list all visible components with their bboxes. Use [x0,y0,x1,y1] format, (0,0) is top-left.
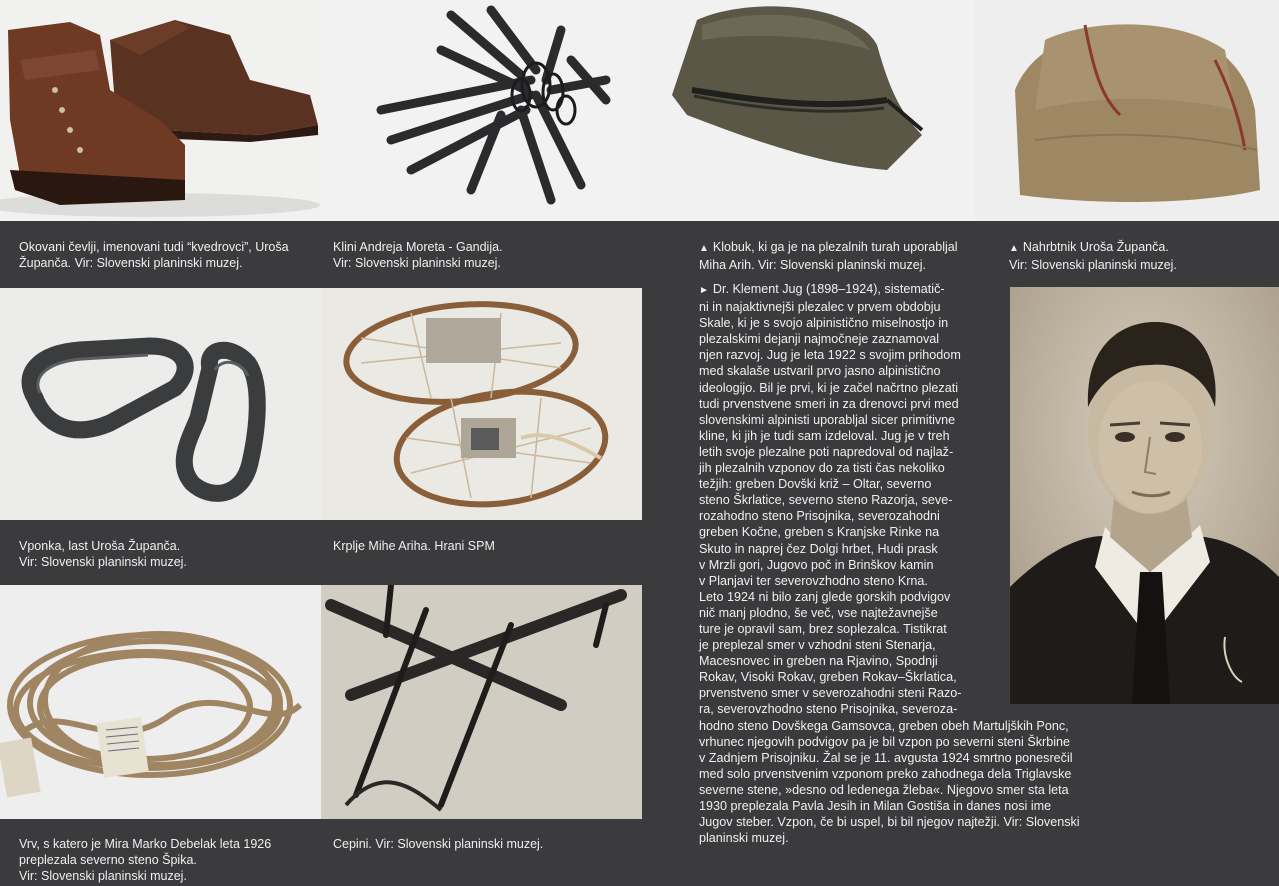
biography-line [699,281,999,299]
biography-line: ture je opravil sam, brez soplezalca. Tistikrat [699,621,947,636]
biography-line: med skalaše ustvaril prvo jasno alpinistično [699,364,941,379]
caption-line: Cepini. Vir: Slovenski planinski muzej. [333,837,544,851]
caption-text: Nahrbtnik Uroša Županča. [1022,240,1169,254]
biography-line: letih svoje plezalne poti napredoval od najlaž- [699,444,954,459]
pitons-photo [321,0,642,221]
biography-line: ni in najaktivnejši plezalec v prvem obdobju [699,300,941,315]
biography-line: jih plezalnih vzponov do za tisti čas nekoliko [699,461,945,476]
pitons-caption [333,239,503,271]
biography-line-text: Dr. Klement Jug (1898–1924), sistematič- [712,282,945,296]
caption-line: preplezala severno steno Špika. [19,853,197,867]
biography-line: Rokav, Visoki Rokav, greben Rokav–Škrlatica, [699,670,957,685]
caption-line [1009,239,1177,257]
biography-line: plezalskimi dejanji najmočneje zaznamoval [699,332,940,347]
biography-line: Jugov steber. Vzpon, če bi uspel, bi bil njegov najtežji. Vir: Slovenski [699,815,1080,830]
biography-line: slovenskimi alpinisti uporabljal sicer primitivne [699,412,956,427]
biography-line: v Mrzli gori, Jugovo poč in Brinškov kamin [699,557,934,572]
carabiners-photo [0,288,321,520]
biography-line: njen razvoj. Jug je leta 1922 s svojim prihodom [699,348,961,363]
biography-line: v Planjavi ter severovzhodno steno Krna. [699,573,928,588]
caption-line: Krplje Mihe Ariha. Hrani SPM [333,539,495,553]
up-arrow-icon: ▲ [699,243,709,254]
biography-line: tudi prvenstvene smeri in za drenovci prvi med [699,396,959,411]
hat-photo [642,0,975,221]
snowshoes-caption [333,538,495,554]
snowshoes-photo [321,288,642,520]
caption-line: Vir: Slovenski planinski muzej. [19,555,187,569]
rucksack-caption [1009,239,1177,273]
caption-line: Vrv, s katero je Mira Marko Debelak leta 1926 [19,837,272,851]
biography-line: nič manj plodno, še več, vse najtežavnejše [699,605,938,620]
biography-line: greben Kočne, greben s Kranjske Rinke na [699,525,940,540]
biography-line: prvenstveno smer v severozahodni steni Razo- [699,686,962,701]
biography-line: Leto 1924 ni bilo zanj glede gorskih podvigov [699,589,951,604]
caption-line [699,239,958,257]
biography-line: vrhunec njegovih podvigov pa je bil vzpon po severni steni Škrbine [699,734,1071,749]
iceaxes-caption [333,836,543,852]
biography-line: Macesnovec in greben na Rjavino, Spodnji [699,654,938,669]
portrait-photo [1010,287,1279,704]
iceaxes-photo [321,585,642,819]
hat-caption [699,239,958,273]
caption-line: Okovani čevlji, imenovani tudi “kvedrovci”, Uroša [19,240,289,254]
biography-line: med solo prvenstvenim vzponom preko zahodnega dela Triglavske [699,766,1072,781]
right-arrow-icon: ► [699,285,709,296]
caption-line: Županča. Vir: Slovenski planinski muzej. [19,256,243,270]
up-arrow-icon: ▲ [1009,243,1019,254]
caption-line: Klini Andreja Moreta - Gandija. [333,240,503,254]
caption-text: Klobuk, ki ga je na plezalnih turah uporabljal [712,240,958,254]
caption-line: Miha Arih. Vir: Slovenski planinski muzej. [699,258,926,272]
biography-line: steno Škrlatice, severno steno Razorja, seve- [699,493,953,508]
biography-line: severne stene, »desno od ledenega žleba«. Njegovo smer sta leta [699,782,1069,797]
biography-line: ideologijo. Bil je prvi, ki je začel načrtno plezati [699,380,959,395]
biography-line: ra, severovzhodno steno Prisojnika, severoza- [699,702,958,717]
rope-photo [0,585,321,819]
biography-line: v Zadnjem Prisojniku. Žal se je 11. avgusta 1924 smrtno ponesrečil [699,750,1073,765]
biography-line: je preplezal smer v vzhodni steni Stenarja, [699,638,936,653]
caption-line: Vponka, last Uroša Županča. [19,539,181,553]
rucksack-photo [975,0,1279,221]
caption-line: Vir: Slovenski planinski muzej. [19,869,187,883]
biography-line: kline, ki jih je tudi sam izdeloval. Jug je v treh [699,428,950,443]
boots-caption [19,239,289,271]
biography-line: težjih: greben Dovški križ – Oltar, severno [699,477,932,492]
boots-photo [0,0,321,221]
carabiner-caption [19,538,187,570]
rope-caption [19,836,271,884]
biography-line: Skuto in naprej čez Dolgi hrbet, Hudi prask [699,541,938,556]
biography-line: planinski muzej. [699,831,789,846]
biography-text [699,281,1080,846]
caption-line: Vir: Slovenski planinski muzej. [333,256,501,270]
biography-line: 1930 preplezala Pavla Jesih in Milan Gostiša in danes nosi ime [699,799,1052,813]
biography-line: Skale, ki je s svojo alpinistično miselnostjo in [699,316,949,331]
caption-line: Vir: Slovenski planinski muzej. [1009,258,1177,272]
biography-line: rozahodno steno Prisojnika, severozahodni [699,509,940,524]
biography-line: hodno steno Dovškega Gamsovca, greben obeh Martuljških Ponc, [699,718,1069,733]
